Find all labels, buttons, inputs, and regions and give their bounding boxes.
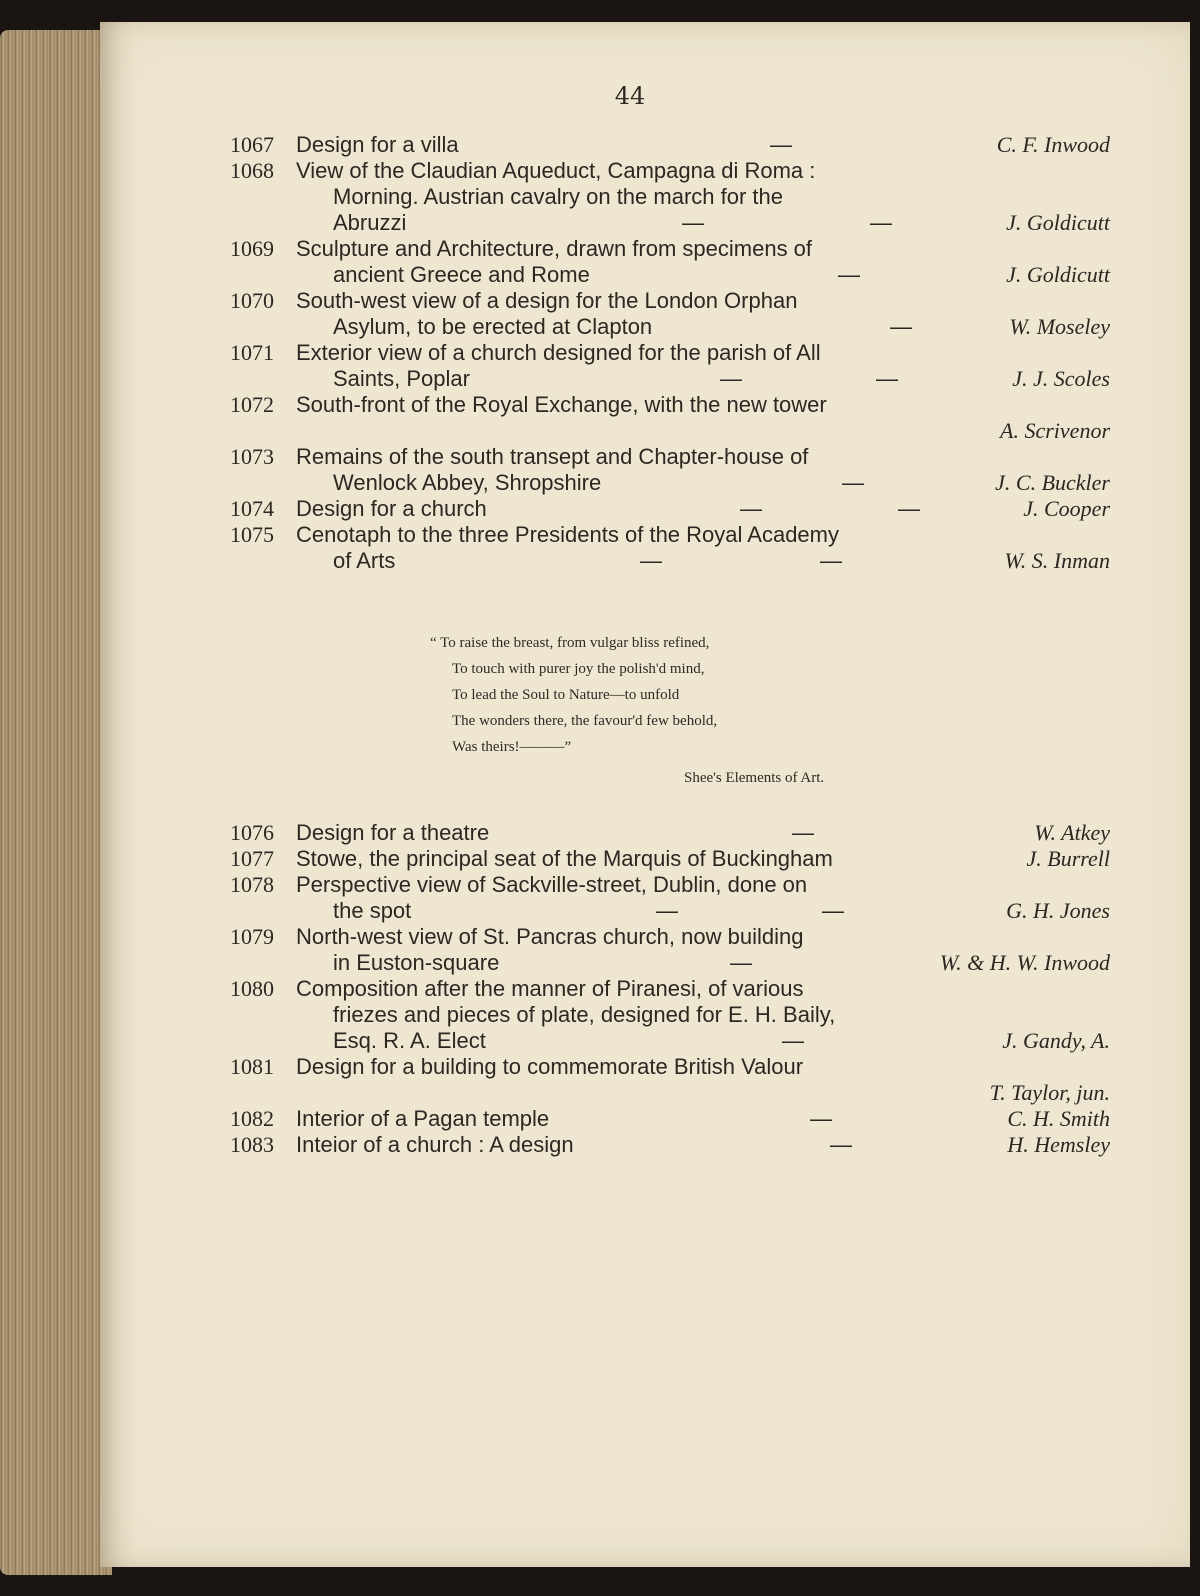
entry-dash: — [838, 262, 860, 287]
entry-title: Interior of a Pagan temple [296, 1106, 550, 1131]
entry-dash: — [822, 898, 844, 923]
quote-source: Shee's Elements of Art. [684, 770, 825, 786]
catalogue-entry [230, 924, 1110, 976]
catalogue-entry [230, 976, 1110, 1054]
entry-artist: C. F. Inwood [996, 132, 1110, 157]
entry-number: 1077 [230, 846, 274, 871]
entry-artist: A. Scrivenor [1000, 418, 1110, 443]
entry-title: North-west view of St. Pancras church, now building [296, 924, 804, 949]
entry-artist: H. Hemsley [1007, 1132, 1110, 1157]
entry-title-continued: Abruzzi [333, 210, 407, 235]
entry-title-continued: Wenlock Abbey, Shropshire [333, 470, 602, 495]
entry-artist: W. Moseley [1009, 314, 1110, 339]
catalogue-entry [230, 288, 1110, 340]
catalogue-entry [230, 1132, 1110, 1158]
catalogue-entries-top [230, 132, 1110, 574]
entry-number: 1073 [230, 444, 274, 469]
entry-title: Stowe, the principal seat of the Marquis of Buckingham [296, 846, 833, 871]
entry-number: 1069 [230, 236, 274, 261]
catalogue-entry [230, 522, 1110, 574]
catalogue-entry [230, 846, 1110, 872]
entry-dash: — [640, 548, 662, 573]
book-page-edges [0, 30, 112, 1575]
entry-title: Composition after the manner of Piranesi, of various [296, 976, 804, 1001]
entry-number: 1080 [230, 976, 274, 1001]
entry-number: 1072 [230, 392, 274, 417]
entry-title: Perspective view of Sackville-street, Dublin, done on [296, 872, 808, 897]
entry-title: Cenotaph to the three Presidents of the Royal Academy [296, 522, 839, 547]
entry-number: 1070 [230, 288, 274, 313]
entry-dash: — [890, 314, 912, 339]
entry-artist: G. H. Jones [1006, 898, 1110, 923]
entry-title-continued: ancient Greece and Rome [333, 262, 590, 287]
catalogue-entry [230, 444, 1110, 496]
entry-artist: J. Goldicutt [1006, 210, 1110, 235]
entry-title-continued: Morning. Austrian cavalry on the march for the [333, 184, 783, 209]
entry-artist: C. H. Smith [1007, 1106, 1110, 1131]
catalogue-entry [230, 872, 1110, 924]
entry-number: 1067 [230, 132, 274, 157]
entry-number: 1071 [230, 340, 274, 365]
entry-title-continued: Saints, Poplar [333, 366, 470, 391]
quote-line: To touch with purer joy the polish'd mind, [452, 661, 705, 677]
entry-dash: — [820, 548, 842, 573]
entry-title: Inteior of a church : A design [296, 1132, 574, 1157]
entry-artist: J. J. Scoles [1012, 366, 1110, 391]
quote-line: Was theirs!———” [452, 739, 572, 755]
entry-artist: J. Cooper [1023, 496, 1110, 521]
entry-artist: T. Taylor, jun. [989, 1080, 1110, 1105]
entry-dash: — [898, 496, 920, 521]
catalogue-entry [230, 496, 1110, 522]
entry-dash: — [830, 1132, 852, 1157]
catalogue-entry [230, 236, 1110, 288]
entry-title: Design for a building to commemorate British Valour [296, 1054, 804, 1079]
catalogue-entry [230, 1054, 1110, 1106]
catalogue-entry [230, 340, 1110, 392]
entry-number: 1082 [230, 1106, 274, 1131]
entry-dash: — [792, 820, 814, 845]
catalogue-entry [230, 132, 1110, 158]
entry-dash: — [740, 496, 762, 521]
entry-dash: — [656, 898, 678, 923]
entry-title-continued: Esq. R. A. Elect [333, 1028, 486, 1053]
entry-title: Design for a church [296, 496, 487, 521]
entry-title-continued: of Arts [333, 548, 396, 573]
entry-artist: W. S. Inman [1004, 548, 1110, 573]
entry-title-continued: in Euston-square [333, 950, 500, 975]
catalogue-entry [230, 392, 1110, 444]
entry-title: Design for a theatre [296, 820, 490, 845]
entry-dash: — [730, 950, 752, 975]
entry-dash: — [842, 470, 864, 495]
entry-artist: J. C. Buckler [995, 470, 1110, 495]
entry-artist: J. Burrell [1026, 846, 1110, 871]
entry-artist: W. & H. W. Inwood [939, 950, 1110, 975]
entry-number: 1075 [230, 522, 274, 547]
quote-line: To lead the Soul to Nature—to unfold [452, 687, 680, 703]
entry-title: Remains of the south transept and Chapter-house of [296, 444, 809, 469]
entry-title: South-west view of a design for the London Orphan [296, 288, 798, 313]
entry-dash: — [870, 210, 892, 235]
entry-dash: — [782, 1028, 804, 1053]
entry-title: South-front of the Royal Exchange, with the new tower [296, 392, 827, 417]
entry-title: Design for a villa [296, 132, 459, 157]
entry-number: 1081 [230, 1054, 274, 1079]
entry-number: 1068 [230, 158, 274, 183]
entry-title-continued: the spot [333, 898, 412, 923]
entry-number: 1074 [230, 496, 274, 521]
entry-dash: — [810, 1106, 832, 1131]
quote-line: “ To raise the breast, from vulgar bliss refined, [430, 635, 710, 651]
entry-dash: — [770, 132, 792, 157]
entry-number: 1078 [230, 872, 274, 897]
entry-number: 1083 [230, 1132, 274, 1157]
quote-line: The wonders there, the favour'd few behold, [452, 713, 718, 729]
entry-dash: — [682, 210, 704, 235]
entry-artist: W. Atkey [1034, 820, 1110, 845]
entry-dash: — [876, 366, 898, 391]
entry-dash: — [720, 366, 742, 391]
catalogue-entry [230, 1106, 1110, 1132]
entry-title: Exterior view of a church designed for the parish of All [296, 340, 821, 365]
catalogue-entry [230, 158, 1110, 236]
catalogue-entries-bottom [230, 820, 1110, 1158]
entry-number: 1079 [230, 924, 274, 949]
poetry-quotation [430, 630, 910, 786]
catalogue-entry [230, 820, 1110, 846]
entry-title: View of the Claudian Aqueduct, Campagna di Roma : [296, 158, 816, 183]
entry-number: 1076 [230, 820, 274, 845]
entry-title: Sculpture and Architecture, drawn from specimens of [296, 236, 813, 261]
entry-artist: J. Gandy, A. [1002, 1028, 1110, 1053]
entry-title-continued: friezes and pieces of plate, designed for E. H. Baily, [333, 1002, 836, 1027]
page-number: 44 [614, 82, 646, 110]
entry-title-continued: Asylum, to be erected at Clapton [333, 314, 653, 339]
entry-artist: J. Goldicutt [1006, 262, 1110, 287]
